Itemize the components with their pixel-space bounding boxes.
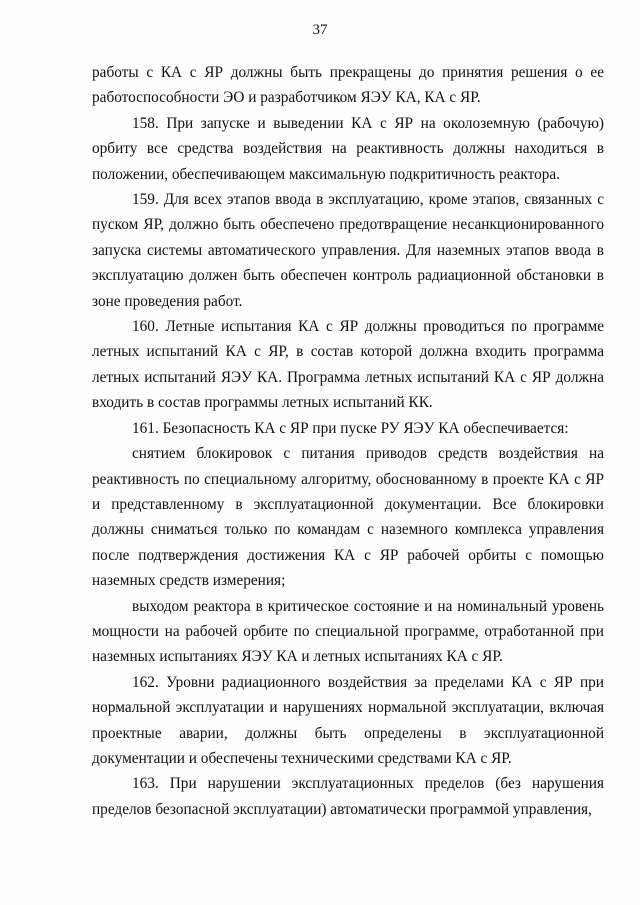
- page-body: [92, 60, 604, 822]
- paragraph-continuation: работы с КА с ЯР должны быть прекращены до принятия решения о ее работоспособности ЭО и разработчиком ЯЭУ КА, КА с ЯР.: [92, 64, 604, 107]
- paragraph-162: 162. Уровни радиационного воздействия за пределами КА с ЯР при нормальной эксплуатации и нарушениях нормальной эксплуатации, включая проектные аварии, должны быть определены в эксплуатационной документации и обеспечены техническими средствами КА с ЯР.: [92, 673, 604, 767]
- page-number: 37: [312, 22, 328, 38]
- paragraph-161-item-1: снятием блокировок с питания приводов средств воздействия на реактивность по специальному алгоритму, обоснованному в проекте КА с ЯР и представленному в эксплуатационной документации. Все блокировки должны сниматься только по командам с наземного комплекса управления после подтверждения достижения КА с ЯР рабочей орбиты с помощью наземных средств измерения;: [92, 445, 604, 590]
- paragraph-159: 159. Для всех этапов ввода в эксплуатацию, кроме этапов, связанных с пуском ЯР, должно быть обеспечено предотвращение несанкционированного запуска системы автоматического управления. Для наземных этапов ввода в эксплуатацию должен быть обеспечен контроль радиационной обстановки в зоне проведения работ.: [92, 191, 604, 310]
- paragraph-163: 163. При нарушении эксплуатационных пределов (без нарушения пределов безопасной эксплуатации) автоматически программой управления,: [92, 775, 604, 818]
- paragraph-160: 160. Летные испытания КА с ЯР должны проводиться по программе летных испытаний КА с ЯР, в состав которой должна входить программа летных испытаний ЯЭУ КА. Программа летных испытаний КА с ЯР должна входить в состав программы летных испытаний КК.: [92, 318, 604, 412]
- paragraph-161-item-2: выходом реактора в критическое состояние и на номинальный уровень мощности на рабочей орбите по специальной программе, отработанной при наземных испытаниях ЯЭУ КА и летных испытаниях КА с ЯР.: [92, 597, 604, 666]
- paragraph-158: 158. При запуске и выведении КА с ЯР на околоземную (рабочую) орбиту все средства воздействия на реактивность должны находиться в положении, обеспечивающем максимальную подкритичность реактора.: [92, 114, 604, 183]
- paragraph-161: 161. Безопасность КА с ЯР при пуске РУ ЯЭУ КА обеспечивается:: [132, 419, 569, 437]
